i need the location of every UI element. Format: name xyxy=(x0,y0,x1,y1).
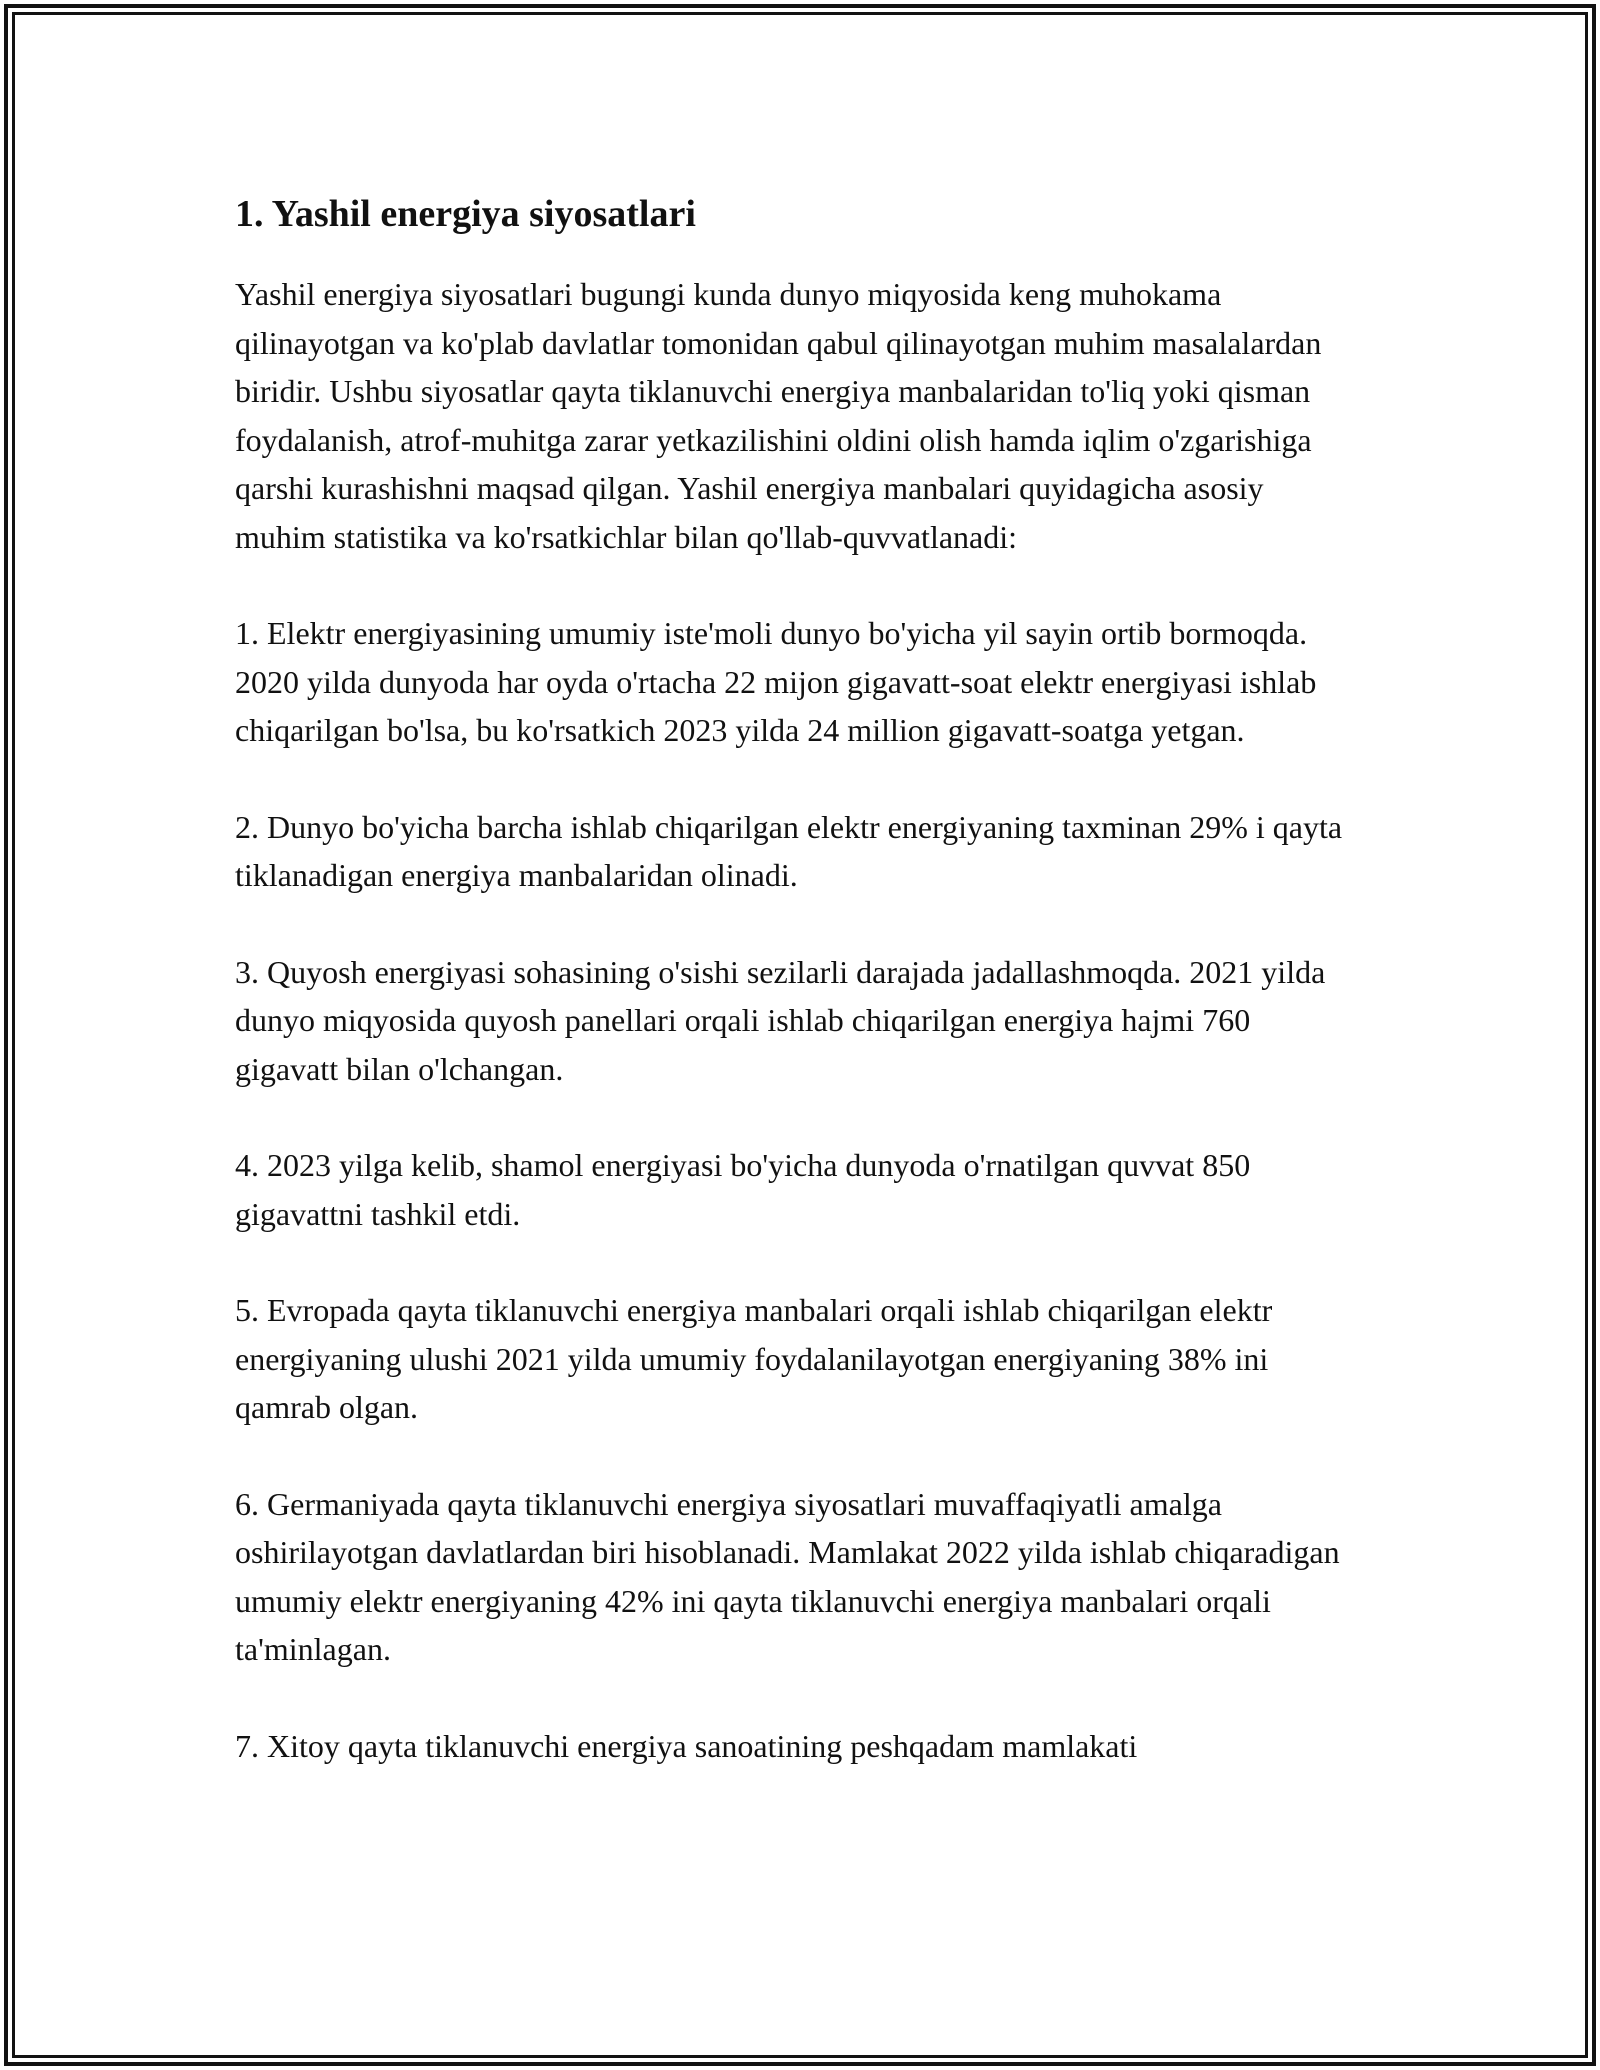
list-item: 3. Quyosh energiyasi sohasining o'sishi sezilarli darajada jadallashmoqda. 2021 yilda dunyo miqyosida quyosh panellari orqali ishlab chiqarilgan energiya hajmi 760 gigavatt bilan o'lchangan. xyxy=(235,953,1326,1087)
list-item: 6. Germaniyada qayta tiklanuvchi energiya siyosatlari muvaffaqiyatli amalga oshirilayotgan davlatlardan biri hisoblanadi. Mamlakat 2022 yilda ishlab chiqaradigan umumiy elektr energiyaning 42% ini qayta tiklanuvchi energiya manbalari orqali ta'minlagan. xyxy=(235,1485,1340,1667)
list-item: 1. Elektr energiyasining umumiy iste'moli dunyo bo'yicha yil sayin ortib bormoqda. 2020 yilda dunyoda har oyda o'rtacha 22 mijon gigavatt-soat elektr energiyasi ishlab chiqarilgan bo'lsa, bu ko'rsatkich 2023 yilda 24 million gigavatt-soatga yetgan. xyxy=(235,615,1317,748)
list-item: 4. 2023 yilga kelib, shamol energiyasi bo'yicha dunyoda o'rnatilgan quvvat 850 gigavattni tashkil etdi. xyxy=(235,1147,1251,1232)
intro-paragraph: Yashil energiya siyosatlari bugungi kunda dunyo miqyosida keng muhokama qilinayotgan va ko'plab davlatlar tomonidan qabul qilinayotgan muhim masalalardan biridir. Ushbu siyosatlar qayta tiklanuvchi energiya manbalaridan to'liq yoki qisman foydalanish, atrof-muhitga zarar yetkazilishini oldini olish hamda iqlim o'zgarishiga qarshi kurashishni maqsad qilgan. Yashil energiya manbalari quyidagicha asosiy muhim statistika va ko'rsatkichlar bilan qo'llab-quvvatlanadi: xyxy=(235,276,1322,555)
list-item: 5. Evropada qayta tiklanuvchi energiya manbalari orqali ishlab chiqarilgan elektr energiyaning ulushi 2021 yilda umumiy foydalanilayotgan energiyaning 38% ini qamrab olgan. xyxy=(235,1292,1273,1425)
list-item: 2. Dunyo bo'yicha barcha ishlab chiqarilgan elektr energiyaning taxminan 29% i qayta tiklanadigan energiya manbalaridan olinadi. xyxy=(235,808,1343,893)
page-title: 1. Yashil energiya siyosatlari xyxy=(235,193,696,235)
document-body xyxy=(235,186,1350,1770)
list-item: 7. Xitoy qayta tiklanuvchi energiya sanoatining peshqadam mamlakati xyxy=(235,1727,1138,1764)
